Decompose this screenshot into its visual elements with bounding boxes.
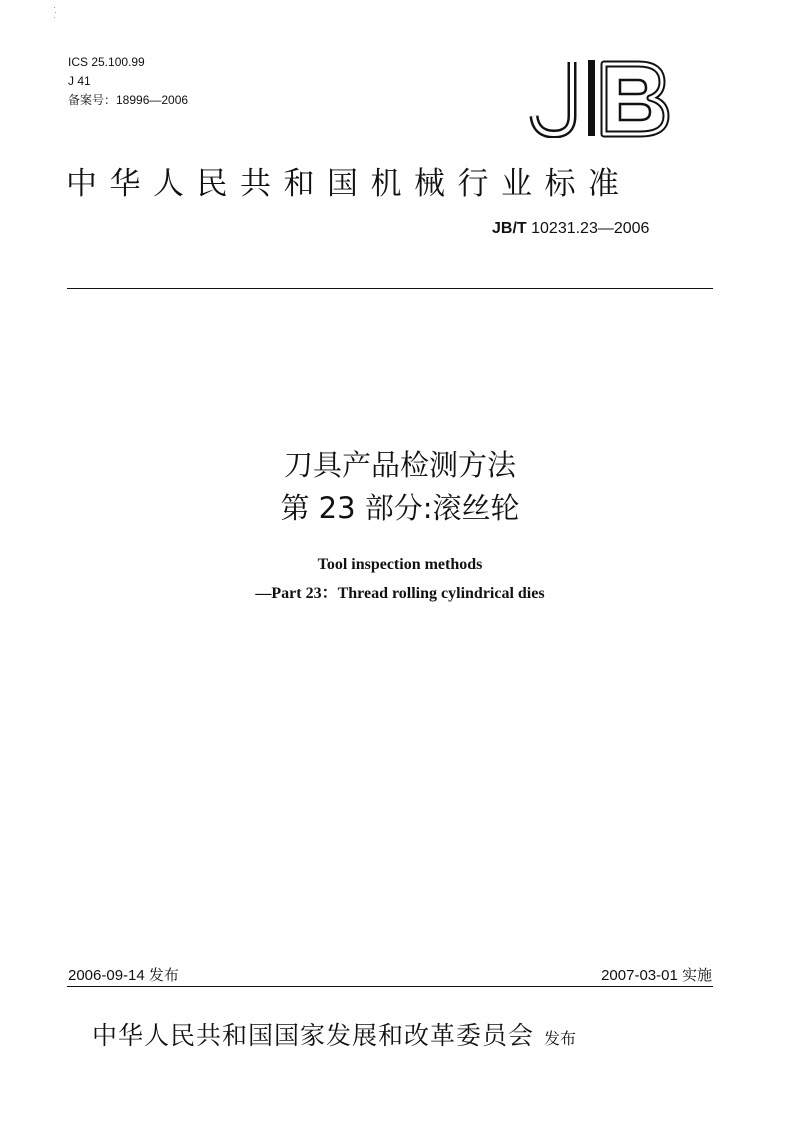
publisher <box>92 1016 576 1052</box>
issue-date: 2006-09-14 发布 <box>68 967 179 984</box>
effective-date: 2007-03-01 实施 <box>601 967 712 984</box>
bottom-divider <box>67 986 713 987</box>
english-title-line2: —Part 23：Thread rolling cylindrical dies <box>255 585 545 602</box>
publisher-name: 中华人民共和国国家发展和改革委员会 <box>92 1021 535 1050</box>
publisher-suffix: 发布 <box>544 1029 577 1048</box>
classification-code: J 41 <box>68 74 91 88</box>
chinese-title-line2: 第 23 部分:滚丝轮 <box>280 491 520 525</box>
chinese-title-line1: 刀具产品检测方法 <box>283 448 516 482</box>
ics-code: ICS 25.100.99 <box>68 55 145 69</box>
top-divider <box>67 288 713 289</box>
english-title-line1: Tool inspection methods <box>317 556 483 573</box>
jb-logo <box>520 58 670 138</box>
standard-code: 10231.23—2006 <box>526 220 650 237</box>
record-number: 备案号：18996—2006 <box>68 93 189 107</box>
standard-prefix: JB/T <box>492 220 527 237</box>
issuing-standard-category: 中华人民共和国机械行业标准 <box>66 166 632 202</box>
scan-specks <box>52 6 58 20</box>
document-meta <box>68 53 188 110</box>
standard-number <box>492 220 649 238</box>
